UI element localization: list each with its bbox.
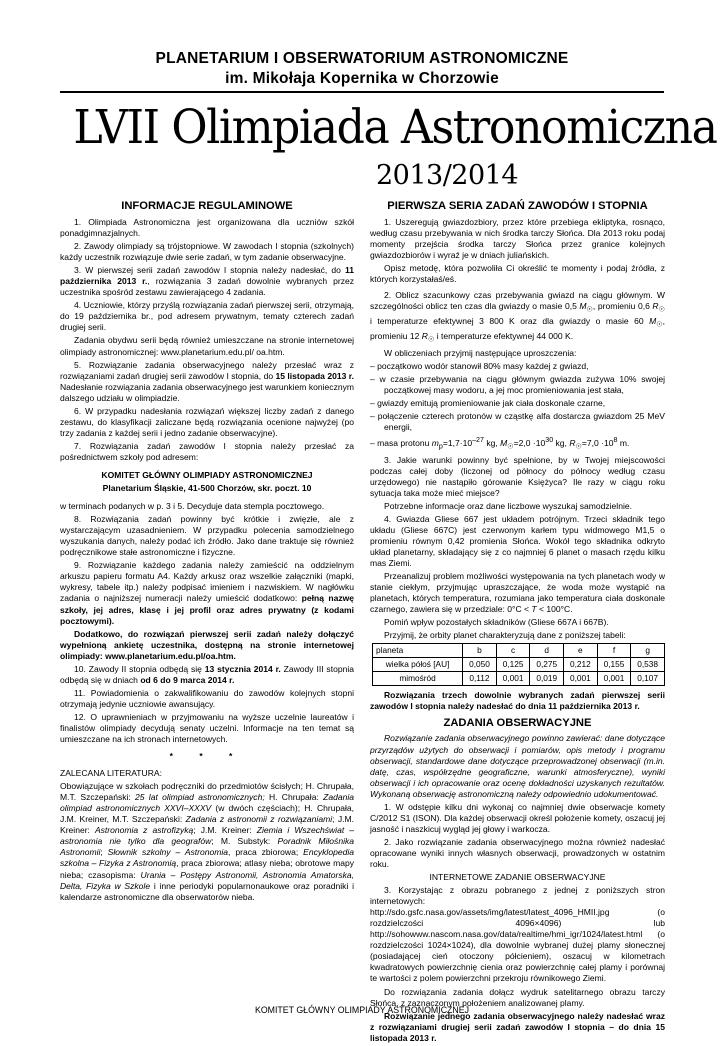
observation-intro: Rozwiązanie zadania obserwacyjnego powinno zawierać: dane dotyczące przyrządów użytych do obserwacji i pomiarów, opis metody i programu obserwacji, standardowe dane dotyczące przeprowadzonej obserwacji (m.in. datę, czas, współrzędne geograficzne, warunki atmosferyczne), wyniki obserwacji i ich opracowanie oraz ocenę dokładności uzyskanych rezultatów. Wykonaną obserwację astronomiczną należy odpowiednio udokumentować. [370, 733, 665, 799]
rule-5: 5. Rozwiązanie zadania obserwacyjnego należy przesłać wraz z rozwiązaniami zadań drugiej serii zawodów I stopnia, do 15 listopada 2013 r. Nadesłanie rozwiązania zadania obserwacyjnego jest warunkiem koniecznym dalszego udziału w olimpiadzie. [60, 359, 354, 403]
address-line-1: KOMITET GŁÓWNY OLIMPIADY ASTRONOMICZNEJ [101, 469, 313, 480]
task-2-assumptions: W obliczeniach przyjmij następujące uproszczenia: [384, 347, 577, 358]
table-header-cell: e [564, 644, 598, 658]
literature-heading: ZALECANA LITERATURA: [60, 768, 162, 779]
table-cell: 0,155 [597, 658, 631, 672]
rules-heading: INFORMACJE REGULAMINOWE [121, 200, 293, 212]
left-column [60, 199, 354, 905]
rule-2: 2. Zawody olimpiady są trójstopniowe. W zawodach I stopnia (szkolnych) każdy uczestnik rozwiązuje dwie serie zadań, w tym zadanie obserwacyjne. [60, 241, 354, 263]
institution-name: PLANETARIUM I OBSERWATORIUM ASTRONOMICZNE [155, 50, 569, 67]
assumption-5: – masa protonu $m_p=1,7\cdot 10^{-27}$ kg, $M_☉=2,0 \cdot 10^{30}$ kg, $R_☉=7,0 \cdot 10^8$ m. [370, 435, 630, 451]
survey-note: Dodatkowo, do rozwiązań pierwszej serii zadań należy dołączyć wypełnioną ankietę uczestnika, dostępną na stronie internetowej olimpiady: www.planetarium.edu.pl/oa.htm. [60, 628, 354, 661]
rule-3: 3. W pierwszej serii zadań zawodów I stopnia należy nadesłać, do 11 października 2013 r., rozwiązania 3 zadań dowolnie wybranych przez uczestnika spośród zestawu zawierającego 4 zadania. [60, 265, 354, 298]
task-4-omit: Pomiń wpływ pozostałych składników (Gliese 667A i 667B). [384, 617, 609, 628]
table-header-cell: g [631, 644, 665, 658]
table-cell: 0,001 [496, 672, 530, 686]
rule-6: 6. W przypadku nadesłania rozwiązań większej liczby zadań z danego zestawu, do klasyfikacji zaliczane będą rozwiązania ocenione najwyżej (po trzy zadania z każdej serii i jedno zadanie obserwacyjne). [60, 405, 354, 438]
olympiad-title: LVII Olimpiada Astronomiczna [73, 100, 717, 155]
first-series-heading: PIERWSZA SERIA ZADAŃ ZAWODÓW I STOPNIA [387, 200, 648, 212]
table-cell: 0,107 [631, 672, 665, 686]
rule-7-deadline: w terminach podanych w p. 3 i 5. Decyduje data stempla pocztowego. [60, 501, 325, 512]
table-cell: 0,275 [530, 658, 564, 672]
assumption-2: – w czasie przebywania na ciągu głównym gwiazda zużywa 10% swojej początkowej masy wodoru, a jej moc promieniowania jest stała, [370, 373, 665, 395]
rule-10: 10. Zawody II stopnia odbędą się 13 stycznia 2014 r. Zawody III stopnia odbędą się w dniach od 6 do 9 marca 2014 r. [60, 663, 354, 685]
table-cell: 0,019 [530, 672, 564, 686]
table-cell: 0,001 [597, 672, 631, 686]
institution-patron: im. Mikołaja Kopernika w Chorzowie [225, 70, 499, 87]
rule-4-website: Zadania obydwu serii będą również umieszczane na stronie internetowej olimpiady astronomicznej: www.planetarium.edu.pl/ oa.htm. [60, 335, 354, 357]
rule-1: 1. Olimpiada Astronomiczna jest organizowana dla uczniów szkół ponadgimnazjalnych. [60, 217, 354, 239]
task-1-method: Opisz metodę, która pozwoliła Ci określić te momenty i podaj źródła, z których korzystałaś/eś. [370, 263, 665, 285]
table-cell: 0,212 [564, 658, 598, 672]
right-column [370, 199, 665, 1046]
task-4: 4. Gwiazda Gliese 667 jest układem potrójnym. Trzeci składnik tego układu (Gliese 667C) jest czerwonym karłem typu widmowego M1,5 o promieniu równym 0,42 promienia Słońca. Wokół tego składnika odkryto układ planetarny, składający się z co najmniej 6 planet o masach rzędu kilku mas Ziemi. [370, 513, 665, 568]
table-header-cell: c [496, 644, 530, 658]
table-row [373, 672, 665, 686]
task-4-table-intro: Przyjmij, że orbity planet charakteryzują dane z poniższej tabeli: [384, 630, 626, 641]
task-1: 1. Uszeregują gwiazdozbiory, przez które przebiega ekliptyka, rosnąco, według czasu przebywania w nich środka tarczy Słońca. Dla 2013 roku podaj momenty przejścia środka tarczy Słońca przez granice kolejnych gwiazdozbiorów i wyraź je w dniach juliańskich. [370, 217, 665, 261]
table-header-cell: d [530, 644, 564, 658]
first-series-deadline: Rozwiązania trzech dowolnie wybranych zadań pierwszej serii zawodów I stopnia należy nadesłać do dnia 11 października 2013 r. [370, 690, 665, 712]
task-2: 2. Oblicz szacunkowy czas przebywania gwiazd na ciągu głównym. W szczególności oblicz ten czas dla gwiazdy o masie 0,5 $M_☉$, promieniu 0,6 $R_☉$ i temperaturze efektywnej 3 800 K oraz dla gwiazdy o masie 60 $M_☉$, promieniu 12 $R_☉$ i temperaturze efektywnej 44 000 K. [370, 290, 665, 344]
rule-4: 4. Uczniowie, którzy przyślą rozwiązania zadań pierwszej serii, otrzymają, do 19 października br., pod adresem prywatnym, tematy czterech zadań drugiej serii. [60, 300, 354, 333]
table-cell: 0,538 [631, 658, 665, 672]
table-cell: wielka półoś [AU] [373, 658, 463, 672]
observation-task-3: 3. Korzystając z obrazu pobranego z jednej z poniższych stron internetowych: http://sdo.gsfc.nasa.gov/assets/img/latest/latest_4096_HMII.jpg (o rozdzielczości 4096×4096) lub http://sohowww.nascom.nasa.gov/data/realtime/hmi_igr/1024/latest.html (o rozdzielczości 1024×1024), dla dowolnie wybranej dużej plamy słonecznej (posiadającej cień otoczony półcieniem), oszacuj w kilometrach kwadratowych powierzchnię cienia oraz powierzchnię całej plamy i porównaj te wartości z polem powierzchni przekroju równikowego Ziemi. [370, 885, 665, 984]
assumption-4: – połączenie czterech protonów w cząstkę alfa dostarcza gwiazdom 25 MeV energii, [370, 410, 665, 432]
task-4-analysis: Przeanalizuj problem możliwości występowania na tych planetach wody w stanie ciekłym, przyjmując upraszczające, że woda może wystąpić na planetach, których temperatura, rozumiana jako temperatura ciała doskonale czarnego, zawiera się w przedziale: 0°C < T < 100°C. [370, 570, 665, 615]
literature-list: Obowiązujące w szkołach podręczniki do przedmiotów ścisłych; H. Chrupała, M.T. Szczepański: 25 lat olimpiad astronomicznych; H. Chrupała: Zadania olimpiad astronomicznych XXVI–XXXV (w dwóch częściach); H. Chrupała, J.M. Kreiner, M.T. Szczepański: Zadania z astronomii z rozwiązaniami; J.M. Kreiner: Astronomia z astrofizyką; J.M. Kreiner: Ziemia i Wszechświat – astronomia nie tylko dla geografów; M. Substyk: Poradnik Miłośnika Astronomii; Słownik szkolny – Astronomia, praca zbiorowa; Encyklopedia szkolna – Fizyka z Astronomią, praca zbiorowa; atlasy nieba; obrotowe mapy nieba; czasopisma: Urania – Postępy Astronomii, Astronomia Amatorska, Delta, Fizyka w Szkole i inne periodyki popularnonaukowe oraz poradniki i kalendarze astronomiczne dla obserwatorów nieba. [60, 781, 355, 902]
table-cell: 0,125 [496, 658, 530, 672]
table-cell: 0,112 [463, 672, 497, 686]
section-separator: * * * [169, 751, 245, 762]
observation-task-2: 2. Jako rozwiązanie zadania obserwacyjnego można również nadesłać opracowane wyniki innych własnych obserwacji, prowadzonych w ostatnim roku. [370, 836, 665, 869]
rule-7: 7. Rozwiązania zadań zawodów I stopnia należy przesłać za pośrednictwem szkoły pod adresem: [60, 440, 354, 462]
table-cell: 0,050 [463, 658, 497, 672]
table-header-cell: f [597, 644, 631, 658]
internet-task-heading: INTERNETOWE ZADANIE OBSERWACYJNE [429, 872, 606, 883]
assumption-3: – gwiazdy emitują promieniowanie jak ciała doskonale czarne, [370, 397, 606, 408]
assumption-1: – początkowo wodór stanowił 80% masy każdej z gwiazd, [370, 360, 589, 371]
address-line-2: Planetarium Śląskie, 41-500 Chorzów, skr. poczt. 10 [102, 483, 312, 494]
table-row [373, 644, 665, 658]
olympiad-year: 2013/2014 [375, 160, 519, 191]
rule-9: 9. Rozwiązanie każdego zadania należy zamieścić na oddzielnym arkuszu papieru formatu A4. Każdy arkusz oraz wszelkie załączniki (mapki, wykresy, tabele itp.) należy podpisać imieniem i nazwiskiem. W nagłówku zadania o najniższej numeracji należy umieścić dodatkowo: pełną nazwę szkoły, jej adres, klasę i jej profil oraz adres prywatny (z kodami pocztowymi). [60, 560, 354, 626]
header-rule [60, 91, 664, 93]
observation-task-1: 1. W odstępie kilku dni wykonaj co najmniej dwie obserwacje komety C/2012 S1 (ISON). Dla każdej obserwacji określ położenie komety, oszacuj jej jasność i naszkicuj wygląd jej głowy i warkocza. [370, 801, 665, 834]
table-cell: mimośród [373, 672, 463, 686]
observation-deadline: Rozwiązanie jednego zadania obserwacyjnego należy nadesłać wraz z rozwiązaniami drugiej serii zadań zawodów I stopnia – do dnia 15 listopada 2013 r. [370, 1010, 665, 1043]
task-3: 3. Jakie warunki powinny być spełnione, by w Twojej miejscowości podczas całej doby (liczonej od północy do północy według czasu urzędowego) nie nastąpiło górowanie Księżyca? Ile razy w ciągu roku sytuacja taka może mieć miejsce? [370, 454, 665, 498]
rule-12: 12. O uprawnieniach w przyjmowaniu na wyższe uczelnie laureatów i finalistów olimpiady decydują senaty uczelni. Informacje na ten temat są umieszczane na ich stronach internetowych. [60, 711, 354, 745]
table-cell: 0,001 [564, 672, 598, 686]
rule-8: 8. Rozwiązania zadań powinny być krótkie i zwięzłe, ale z wystarczającym uzasadnieniem. W przypadku polecenia samodzielnego wyszukania danych, należy podać ich źródło. Jako dane traktuje się również podręcznikowe stałe astronomiczne i fizyczne. [60, 514, 354, 558]
table-row [373, 658, 665, 672]
table-header-cell: planeta [373, 644, 463, 658]
observation-heading: ZADANIA OBSERWACYJNE [443, 717, 592, 730]
planet-orbits-table [372, 643, 665, 686]
rule-11: 11. Powiadomienia o zakwalifikowaniu do zawodów kolejnych stopni otrzymają jedynie uczniowie awansujący. [60, 687, 354, 709]
task-3-data: Potrzebne informacje oraz dane liczbowe wyszukaj samodzielnie. [384, 500, 632, 511]
table-header-cell: b [463, 644, 497, 658]
page-footer: KOMITET GŁÓWNY OLIMPIADY ASTRONOMICZNEJ [254, 1005, 470, 1015]
observation-task-3-printout: Do rozwiązania zadania dołącz wydruk satelitarnego obrazu tarczy Słońca, z zaznaczonym położeniem analizowanej plamy. [370, 986, 665, 1008]
